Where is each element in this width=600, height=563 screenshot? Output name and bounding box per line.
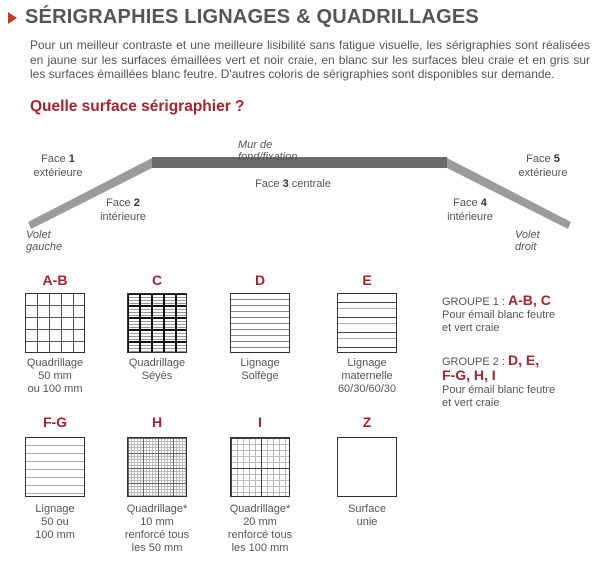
left-shutter-label: Volet gauche <box>26 229 63 253</box>
group-1-desc1: Pour émail blanc feutre <box>442 309 556 321</box>
pattern-caption-d: Lignage Solfège <box>240 357 280 382</box>
pattern-caption-h: Quadrillage* 10 mm renforcé tous les 50 mm <box>124 503 190 554</box>
group-2-codes: D, E, <box>508 352 540 368</box>
group-2-desc1: Pour émail blanc feutre <box>442 384 556 396</box>
intro-paragraph: Pour un meilleur contraste et une meilleure lisibilité sans fatigue visuelle, les sérigraphies sont réalisées en jaune sur les surfaces émaillées vert et noir craie, en blanc sur les surfaces bleu craie et en gris sur les surfaces émaillées blanc feutre. D'autres coloris de sérigraphies sont disponibles sur demande. <box>30 38 590 81</box>
pattern-code-d: D <box>254 272 266 288</box>
pattern-grid-i <box>230 437 290 497</box>
pattern-lines-fg <box>25 437 85 497</box>
group-1-codes: A-B, C <box>508 292 551 308</box>
face-3-label: Face 3 centrale <box>255 178 331 190</box>
triangle-bullet-icon <box>8 12 17 24</box>
group-1-head: GROUPE 1 : <box>442 296 505 308</box>
pattern-code-e: E <box>362 272 372 288</box>
group-2 <box>442 354 555 410</box>
face-1-label: Face 1 extérieure <box>33 153 83 179</box>
pattern-grid-h <box>127 437 187 497</box>
face-2-label: Face 2 intérieure <box>100 197 146 223</box>
pattern-code-ab: A-B <box>42 272 68 288</box>
pattern-lines-maternelle <box>337 293 397 353</box>
center-wall <box>152 157 447 168</box>
pattern-caption-i: Quadrillage* 20 mm renforcé tous les 100 mm <box>227 503 293 554</box>
pattern-grid-ab <box>25 293 85 353</box>
section-question: Quelle surface sérigraphier ? <box>30 98 245 115</box>
pattern-plain-z <box>337 437 397 497</box>
right-shutter-label: Volet droit <box>515 229 540 253</box>
group-2-head: GROUPE 2 : <box>442 356 505 368</box>
group-2-desc2: et vert craie <box>442 397 500 409</box>
pattern-caption-e: Lignage maternelle 60/30/60/30 <box>337 357 397 395</box>
group-1-desc2: et vert craie <box>442 322 500 334</box>
face-5-label: Face 5 extérieure <box>518 153 568 179</box>
page-title: SÉRIGRAPHIES LIGNAGES & QUADRILLAGES <box>25 6 479 28</box>
pattern-code-fg: F-G <box>42 414 68 430</box>
title-row <box>8 6 479 29</box>
face-4-label: Face 4 intérieure <box>447 197 493 223</box>
pattern-caption-z: Surface unie <box>348 503 386 528</box>
wall-label: Mur de fond/fixation <box>238 139 298 163</box>
pattern-caption-fg: Lignage 50 ou 100 mm <box>35 503 75 541</box>
pattern-grid-seyes <box>127 293 187 353</box>
pattern-code-i: I <box>258 414 262 430</box>
pattern-code-h: H <box>151 414 163 430</box>
pattern-caption-c: Quadrillage Séyès <box>128 357 186 382</box>
pattern-code-c: C <box>151 272 163 288</box>
pattern-caption-ab: Quadrillage 50 mm ou 100 mm <box>26 357 84 395</box>
group-2-codes-2: F-G, H, I <box>442 367 496 383</box>
pattern-code-z: Z <box>362 414 372 430</box>
pattern-lines-solfege <box>230 293 290 353</box>
group-1 <box>442 294 555 335</box>
